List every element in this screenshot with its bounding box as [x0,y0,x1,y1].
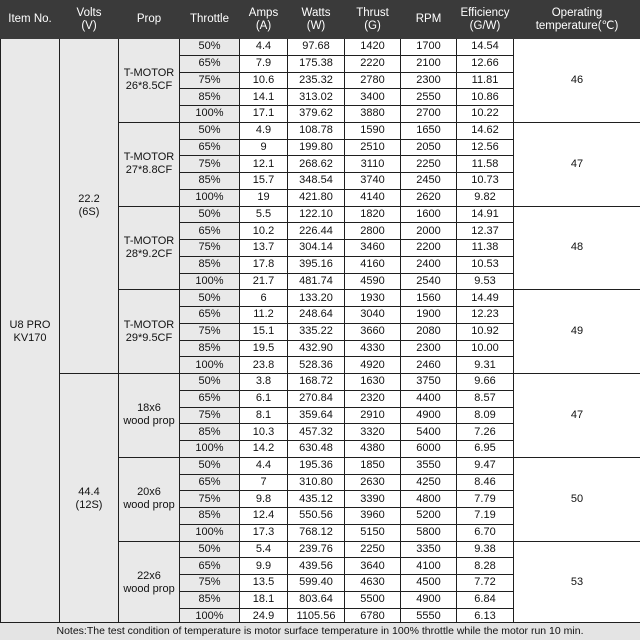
volts-value: 44.4 [78,486,100,499]
efficiency-cell: 10.73 [457,173,514,190]
operating-temperature-cell: 46 [514,39,640,123]
watts-cell: 439.56 [288,558,345,575]
efficiency-cell: 9.47 [457,457,514,474]
item-model: U8 PRO [9,318,51,331]
watts-cell: 270.84 [288,390,345,407]
throttle-cell: 85% [180,591,240,608]
header-watts: Watts (W) [288,1,345,39]
watts-cell: 550.56 [288,508,345,525]
amps-cell: 13.7 [240,240,288,257]
rpm-cell: 4800 [401,491,457,508]
efficiency-cell: 14.49 [457,290,514,307]
rpm-cell: 1650 [401,122,457,139]
amps-cell: 19.5 [240,340,288,357]
header-rpm: RPM [401,1,457,39]
efficiency-cell: 9.66 [457,374,514,391]
thrust-cell: 4920 [345,357,401,374]
thrust-cell: 4160 [345,256,401,273]
prop-name-line2: 29*9.5CF [125,331,173,344]
throttle-cell: 100% [180,357,240,374]
prop-cell [119,39,180,123]
amps-cell: 10.6 [240,72,288,89]
efficiency-cell: 9.53 [457,273,514,290]
thrust-cell: 3040 [345,307,401,324]
prop-name-line2: 27*8.8CF [125,164,173,177]
prop-name-line1: T-MOTOR [123,151,175,164]
throttle-cell: 50% [180,374,240,391]
watts-cell: 122.10 [288,206,345,223]
thrust-cell: 6780 [345,608,401,625]
header-prop: Prop [119,1,180,39]
watts-cell: 133.20 [288,290,345,307]
prop-cell [119,206,180,290]
header-efficiency: Efficiency (G/W) [457,1,514,39]
throttle-cell: 75% [180,72,240,89]
throttle-cell: 75% [180,575,240,592]
operating-temperature-cell: 53 [514,541,640,625]
watts-cell: 310.80 [288,474,345,491]
amps-cell: 4.4 [240,457,288,474]
watts-cell: 235.32 [288,72,345,89]
prop-name-line1: 18x6 [137,402,161,415]
efficiency-cell: 7.79 [457,491,514,508]
watts-cell: 304.14 [288,240,345,257]
efficiency-cell: 6.84 [457,591,514,608]
throttle-cell: 50% [180,457,240,474]
watts-cell: 435.12 [288,491,345,508]
amps-cell: 17.8 [240,256,288,273]
throttle-cell: 100% [180,273,240,290]
header-operating-temperature: Operating temperature(℃) [514,1,640,39]
notes-footer: Notes:The test condition of temperature is motor surface temperature in 100% throttle while the motor run 10 min. [0,622,640,640]
rpm-cell: 6000 [401,441,457,458]
volts-cell [60,374,119,625]
throttle-cell: 85% [180,424,240,441]
watts-cell: 175.38 [288,55,345,72]
watts-cell: 335.22 [288,323,345,340]
rpm-cell: 3350 [401,541,457,558]
amps-cell: 3.8 [240,374,288,391]
rpm-cell: 2460 [401,357,457,374]
efficiency-cell: 14.54 [457,39,514,56]
volts-cell [60,39,119,374]
prop-name-line1: T-MOTOR [123,318,175,331]
watts-cell: 359.64 [288,407,345,424]
throttle-cell: 100% [180,106,240,123]
rpm-cell: 2100 [401,55,457,72]
thrust-cell: 1630 [345,374,401,391]
rpm-cell: 2400 [401,256,457,273]
rpm-cell: 4100 [401,558,457,575]
watts-cell: 803.64 [288,591,345,608]
amps-cell: 10.3 [240,424,288,441]
rpm-cell: 4900 [401,591,457,608]
efficiency-cell: 12.66 [457,55,514,72]
rpm-cell: 1900 [401,307,457,324]
amps-cell: 4.9 [240,122,288,139]
amps-cell: 23.8 [240,357,288,374]
operating-temperature-cell: 49 [514,290,640,374]
prop-cell [119,541,180,625]
item-kv: KV170 [13,331,47,344]
thrust-cell: 4630 [345,575,401,592]
watts-cell: 768.12 [288,524,345,541]
header-row [1,1,640,39]
throttle-cell: 50% [180,290,240,307]
throttle-cell: 75% [180,323,240,340]
efficiency-cell: 11.58 [457,156,514,173]
throttle-cell: 85% [180,340,240,357]
amps-cell: 13.5 [240,575,288,592]
efficiency-cell: 6.95 [457,441,514,458]
operating-temperature-cell: 50 [514,457,640,541]
throttle-cell: 85% [180,89,240,106]
thrust-cell: 3110 [345,156,401,173]
amps-cell: 19 [240,189,288,206]
amps-cell: 9 [240,139,288,156]
rpm-cell: 1700 [401,39,457,56]
thrust-cell: 1590 [345,122,401,139]
watts-cell: 108.78 [288,122,345,139]
watts-cell: 239.76 [288,541,345,558]
operating-temperature-cell: 48 [514,206,640,290]
thrust-cell: 4590 [345,273,401,290]
rpm-cell: 4500 [401,575,457,592]
throttle-cell: 65% [180,223,240,240]
rpm-cell: 2300 [401,72,457,89]
amps-cell: 15.1 [240,323,288,340]
thrust-cell: 2320 [345,390,401,407]
rpm-cell: 2450 [401,173,457,190]
throttle-cell: 65% [180,474,240,491]
item-no-cell [1,39,60,625]
thrust-cell: 1930 [345,290,401,307]
efficiency-cell: 12.23 [457,307,514,324]
thrust-cell: 2220 [345,55,401,72]
throttle-cell: 100% [180,524,240,541]
rpm-cell: 2050 [401,139,457,156]
efficiency-cell: 12.56 [457,139,514,156]
watts-cell: 199.80 [288,139,345,156]
rpm-cell: 1560 [401,290,457,307]
efficiency-cell: 10.00 [457,340,514,357]
thrust-cell: 1850 [345,457,401,474]
thrust-cell: 2250 [345,541,401,558]
thrust-cell: 3880 [345,106,401,123]
amps-cell: 7 [240,474,288,491]
watts-cell: 168.72 [288,374,345,391]
volts-cells: (12S) [75,499,103,512]
efficiency-cell: 10.53 [457,256,514,273]
throttle-cell: 65% [180,307,240,324]
volts-cells: (6S) [78,206,100,218]
watts-cell: 97.68 [288,39,345,56]
efficiency-cell: 8.57 [457,390,514,407]
volts-value: 22.2 [78,193,100,205]
amps-cell: 24.9 [240,608,288,625]
rpm-cell: 3750 [401,374,457,391]
throttle-cell: 75% [180,491,240,508]
amps-cell: 9.9 [240,558,288,575]
prop-name-line2: wood prop [123,415,175,428]
prop-name-line1: T-MOTOR [123,67,175,80]
rpm-cell: 5400 [401,424,457,441]
efficiency-cell: 7.26 [457,424,514,441]
amps-cell: 6.1 [240,390,288,407]
throttle-cell: 75% [180,156,240,173]
throttle-cell: 50% [180,39,240,56]
amps-cell: 5.4 [240,541,288,558]
thrust-cell: 3400 [345,89,401,106]
header-throttle: Throttle [180,1,240,39]
amps-cell: 21.7 [240,273,288,290]
table-row [1,39,640,56]
header-volts: Volts (V) [60,1,119,39]
watts-cell: 395.16 [288,256,345,273]
throttle-cell: 85% [180,508,240,525]
watts-cell: 421.80 [288,189,345,206]
throttle-cell: 50% [180,541,240,558]
rpm-cell: 2000 [401,223,457,240]
thrust-cell: 2780 [345,72,401,89]
amps-cell: 9.8 [240,491,288,508]
rpm-cell: 2550 [401,89,457,106]
thrust-cell: 4380 [345,441,401,458]
efficiency-cell: 10.92 [457,323,514,340]
amps-cell: 5.5 [240,206,288,223]
operating-temperature-cell: 47 [514,374,640,458]
prop-cell [119,122,180,206]
efficiency-cell: 7.19 [457,508,514,525]
watts-cell: 379.62 [288,106,345,123]
prop-name-line2: wood prop [123,582,175,595]
watts-cell: 248.64 [288,307,345,324]
thrust-cell: 4330 [345,340,401,357]
amps-cell: 17.1 [240,106,288,123]
watts-cell: 226.44 [288,223,345,240]
throttle-cell: 65% [180,390,240,407]
thrust-cell: 2510 [345,139,401,156]
watts-cell: 457.32 [288,424,345,441]
efficiency-cell: 10.22 [457,106,514,123]
watts-cell: 528.36 [288,357,345,374]
efficiency-cell: 8.28 [457,558,514,575]
watts-cell: 268.62 [288,156,345,173]
thrust-cell: 1820 [345,206,401,223]
amps-cell: 6 [240,290,288,307]
header-amps: Amps (A) [240,1,288,39]
thrust-cell: 1420 [345,39,401,56]
prop-name-line1: T-MOTOR [123,234,175,247]
throttle-cell: 50% [180,206,240,223]
efficiency-cell: 6.70 [457,524,514,541]
throttle-cell: 65% [180,139,240,156]
efficiency-cell: 14.62 [457,122,514,139]
prop-name-line2: 28*9.2CF [125,247,173,260]
rpm-cell: 2620 [401,189,457,206]
efficiency-cell: 10.86 [457,89,514,106]
efficiency-cell: 6.13 [457,608,514,625]
rpm-cell: 4250 [401,474,457,491]
thrust-cell: 4140 [345,189,401,206]
watts-cell: 599.40 [288,575,345,592]
rpm-cell: 5550 [401,608,457,625]
amps-cell: 14.2 [240,441,288,458]
thrust-cell: 3740 [345,173,401,190]
throttle-cell: 75% [180,240,240,257]
efficiency-cell: 14.91 [457,206,514,223]
table-header [1,1,640,39]
rpm-cell: 2700 [401,106,457,123]
watts-cell: 348.54 [288,173,345,190]
throttle-cell: 85% [180,173,240,190]
efficiency-cell: 11.81 [457,72,514,89]
prop-name-line2: 26*8.5CF [125,80,173,93]
watts-cell: 481.74 [288,273,345,290]
amps-cell: 17.3 [240,524,288,541]
thrust-cell: 3960 [345,508,401,525]
rpm-cell: 2250 [401,156,457,173]
prop-cell [119,457,180,541]
rpm-cell: 4900 [401,407,457,424]
watts-cell: 1105.56 [288,608,345,625]
table-body [1,39,640,625]
thrust-cell: 3460 [345,240,401,257]
amps-cell: 15.7 [240,173,288,190]
header-item-no: Item No. [1,1,60,39]
throttle-cell: 75% [180,407,240,424]
throttle-cell: 100% [180,608,240,625]
thrust-cell: 3320 [345,424,401,441]
prop-name-line1: 20x6 [137,486,161,499]
efficiency-cell: 9.31 [457,357,514,374]
rpm-cell: 2540 [401,273,457,290]
efficiency-cell: 11.38 [457,240,514,257]
thrust-cell: 2800 [345,223,401,240]
rpm-cell: 4400 [401,390,457,407]
thrust-cell: 3390 [345,491,401,508]
amps-cell: 10.2 [240,223,288,240]
throttle-cell: 65% [180,558,240,575]
rpm-cell: 2300 [401,340,457,357]
prop-cell [119,374,180,458]
amps-cell: 12.1 [240,156,288,173]
watts-cell: 432.90 [288,340,345,357]
amps-cell: 12.4 [240,508,288,525]
thrust-cell: 5150 [345,524,401,541]
efficiency-cell: 8.09 [457,407,514,424]
table-row [1,374,640,391]
rpm-cell: 2200 [401,240,457,257]
thrust-cell: 3660 [345,323,401,340]
rpm-cell: 1600 [401,206,457,223]
amps-cell: 8.1 [240,407,288,424]
rpm-cell: 5800 [401,524,457,541]
operating-temperature-cell: 47 [514,122,640,206]
throttle-cell: 65% [180,55,240,72]
rpm-cell: 5200 [401,508,457,525]
amps-cell: 14.1 [240,89,288,106]
rpm-cell: 3550 [401,457,457,474]
prop-name-line1: 22x6 [137,569,161,582]
rpm-cell: 2080 [401,323,457,340]
watts-cell: 630.48 [288,441,345,458]
header-thrust: Thrust (G) [345,1,401,39]
throttle-cell: 100% [180,189,240,206]
amps-cell: 11.2 [240,307,288,324]
thrust-cell: 2910 [345,407,401,424]
efficiency-cell: 12.37 [457,223,514,240]
thrust-cell: 3640 [345,558,401,575]
throttle-cell: 50% [180,122,240,139]
efficiency-cell: 8.46 [457,474,514,491]
watts-cell: 195.36 [288,457,345,474]
efficiency-cell: 7.72 [457,575,514,592]
prop-name-line2: wood prop [123,499,175,512]
thrust-cell: 2630 [345,474,401,491]
amps-cell: 7.9 [240,55,288,72]
thrust-cell: 5500 [345,591,401,608]
throttle-cell: 100% [180,441,240,458]
efficiency-cell: 9.82 [457,189,514,206]
throttle-cell: 85% [180,256,240,273]
watts-cell: 313.02 [288,89,345,106]
efficiency-cell: 9.38 [457,541,514,558]
prop-cell [119,290,180,374]
amps-cell: 4.4 [240,39,288,56]
amps-cell: 18.1 [240,591,288,608]
